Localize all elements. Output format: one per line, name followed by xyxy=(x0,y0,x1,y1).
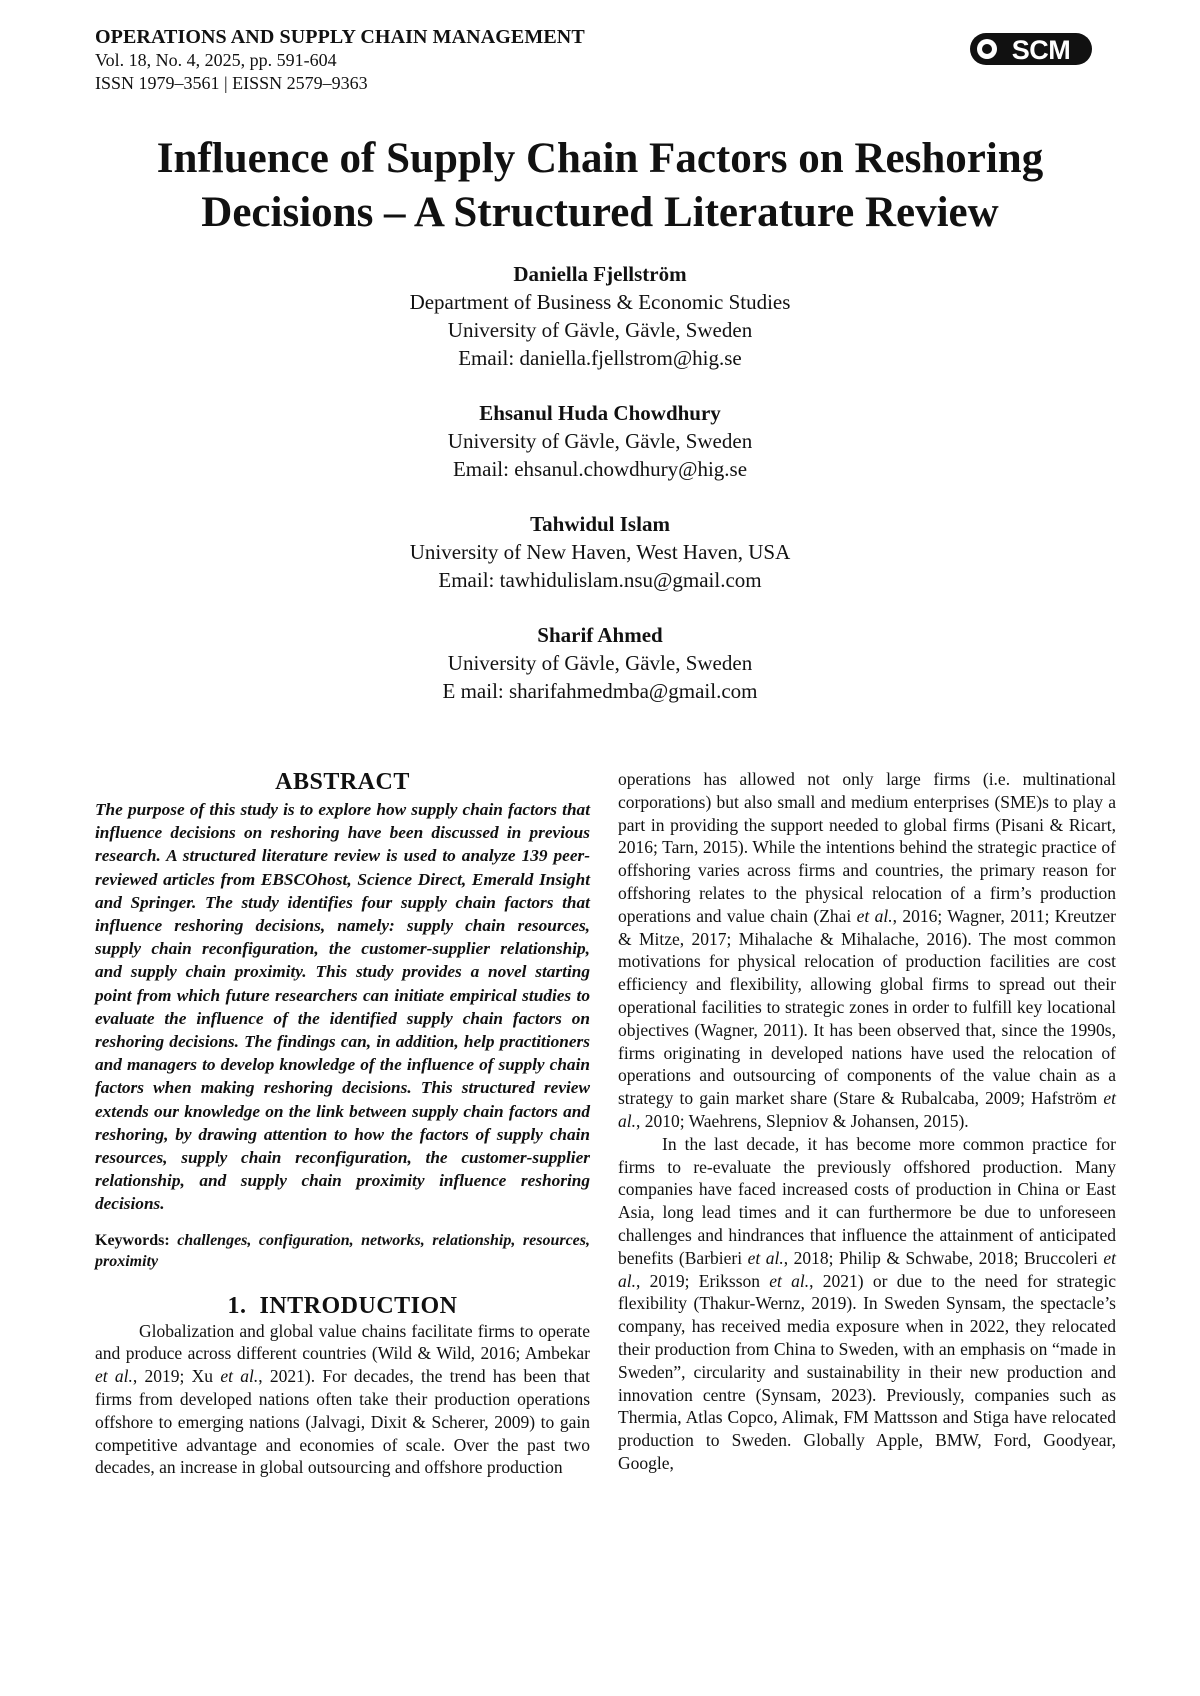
et-al: et al. xyxy=(220,1366,259,1387)
title-line-2: Decisions – A Structured Literature Review xyxy=(201,189,999,236)
text-span: In the last decade, it has become more common practice for firms to re-evaluate the previously offshored production. Many companies have faced increased costs of production in China or East Asia, long lead times and it can furthermore be due to unforeseen challenges and hindrances that influence the attainment of anticipated benefits (Barbieri xyxy=(618,1133,1116,1268)
author-affiliation: University of Gävle, Gävle, Sweden xyxy=(447,651,753,675)
introduction-heading: 1. INTRODUCTION xyxy=(227,1292,458,1319)
text-span: operations has allowed not only large firms (i.e. multinational corporations) but also small and medium enterprises (SME)s to play a part in providing the support needed to global firms (Pisani & Ricart, 2016; Tarn, 2015). While the intentions behind the strategic practice of offshoring varies across firms and countries, the primary reason for offshoring relates to the physical relocation of a firm’s production operations and value chain (Zhai xyxy=(618,769,1116,926)
journal-name: OPERATIONS AND SUPPLY CHAIN MANAGEMENT xyxy=(95,26,585,48)
author-block xyxy=(200,399,1000,483)
journal-issn: ISSN 1979–3561 | EISSN 2579–9363 xyxy=(95,73,368,93)
journal-header xyxy=(95,26,585,95)
text-span: , 2021). For decades, the trend has been that firms from developed nations often take their production operations offshore to emerging nations (Jalvagi, Dixit & Scherer, 2009) to gain competitive advantage and economies of scale. Over the past two decades, an increase in global outsourcing and offshore production xyxy=(95,1366,590,1478)
journal-volume: Vol. 18, No. 4, 2025, pp. 591-604 xyxy=(95,50,337,70)
author-affiliation: University of Gävle, Gävle, Sweden xyxy=(447,429,753,453)
text-span: , 2016; Wagner, 2011; Kreutzer & Mitze, 2017; Mihalache & Mihalache, 2016). The most common motivations for physical relocation of production facilities are cost efficiency and flexibility, allowing global firms to spread out their operational facilities to strategic zones in order to fulfill key locational objectives (Wagner, 2011). It has been observed that, since the 1990s, firms originating in developed nations have used the relocation of operations and outsourcing of components of the value chain as a strategy to gain market share (Stare & Rubalcaba, 2009; Hafström xyxy=(618,905,1116,1109)
author-block xyxy=(200,621,1000,705)
author-name: Ehsanul Huda Chowdhury xyxy=(479,401,721,425)
left-column xyxy=(95,768,590,1479)
svg-text:SCM: SCM xyxy=(1011,35,1071,65)
author-list xyxy=(200,260,1000,732)
author-block xyxy=(200,510,1000,594)
et-al: et al. xyxy=(618,1088,1116,1131)
text-span: , 2019; Eriksson xyxy=(636,1270,770,1291)
et-al: et al. xyxy=(856,905,893,926)
text-span: , 2021) or due to the need for strategic flexibility (Thakur-Wernz, 2019). In Sweden Synsam, the spectacle’s company, has received media exposure when in 2022, they relocated their production from China to Sweden, with an emphasis on “made in Sweden”, circularity and sustainability in their new production and innovation centre (Synsam, 2023). Previously, companies such as Thermia, Atlas Copco, Alimak, FM Mattsson and Stiga have relocated production to Sweden. Globally Apple, BMW, Ford, Goodyear, Google, xyxy=(618,1270,1116,1473)
author-affiliation: University of New Haven, West Haven, USA xyxy=(409,540,791,564)
abstract-text: The purpose of this study is to explore how supply chain factors that influence decisions on reshoring have been discussed in previous research. A structured literature review is used to analyze 139 peer-reviewed articles from EBSCOhost, Science Direct, Emerald Insight and Springer. The study identifies four supply chain factors that influence reshoring decisions, namely: supply chain resources, supply chain reconfiguration, the customer-supplier relationship, and supply chain proximity. This study provides a novel starting point from which future researchers can initiate empirical studies to evaluate the influence of the identified supply chain factors on reshoring decisions. The findings can, in addition, help practitioners and managers to develop knowledge of the influence of supply chain factors when making reshoring decisions. This structured review extends our knowledge on the link between supply chain factors and reshoring, by drawing attention to how the factors of supply chain resources, supply chain reconfiguration, the customer-supplier relationship, and supply chain proximity influence reshoring decisions. xyxy=(95,800,590,1214)
author-affiliation: University of Gävle, Gävle, Sweden xyxy=(447,318,753,342)
text-span: , 2019; Xu xyxy=(132,1366,221,1387)
author-email: Email: daniella.fjellstrom@hig.se xyxy=(458,346,742,370)
author-email: Email: ehsanul.chowdhury@hig.se xyxy=(452,457,748,481)
title-line-1: Influence of Supply Chain Factors on Reshoring xyxy=(156,135,1044,182)
introduction-paragraph xyxy=(95,1320,590,1480)
et-al: et al. xyxy=(769,1270,810,1291)
body-paragraph xyxy=(618,768,1116,1133)
text-span: Globalization and global value chains facilitate firms to operate and produce across different countries (Wild & Wild, 2016; Ambekar xyxy=(95,1320,590,1364)
author-block xyxy=(200,260,1000,372)
author-name: Daniella Fjellström xyxy=(513,262,687,286)
author-name: Tahwidul Islam xyxy=(530,512,670,536)
et-al: et al. xyxy=(747,1247,784,1268)
author-name: Sharif Ahmed xyxy=(537,623,663,647)
et-al: et al. xyxy=(95,1366,133,1387)
keywords-label: Keywords: xyxy=(95,1231,170,1249)
abstract-heading: ABSTRACT xyxy=(275,769,410,795)
et-al: et al. xyxy=(618,1247,1116,1291)
text-span: , 2018; Philip & Schwabe, 2018; Bruccoleri xyxy=(783,1247,1104,1268)
author-email: E mail: sharifahmedmba@gmail.com xyxy=(442,679,758,703)
body-paragraph xyxy=(618,1133,1116,1475)
text-span: , 2010; Waehrens, Slepniov & Johansen, 2015). xyxy=(636,1110,969,1131)
author-department: Department of Business & Economic Studies xyxy=(409,290,791,314)
keywords-values: challenges, configuration, networks, relationship, resources, proximity xyxy=(95,1231,591,1270)
keywords xyxy=(95,1230,590,1272)
right-column xyxy=(618,768,1116,1475)
paper-title xyxy=(80,132,1120,240)
author-email: Email: tawhidulislam.nsu@gmail.com xyxy=(438,568,762,592)
oscm-logo xyxy=(968,30,1094,68)
